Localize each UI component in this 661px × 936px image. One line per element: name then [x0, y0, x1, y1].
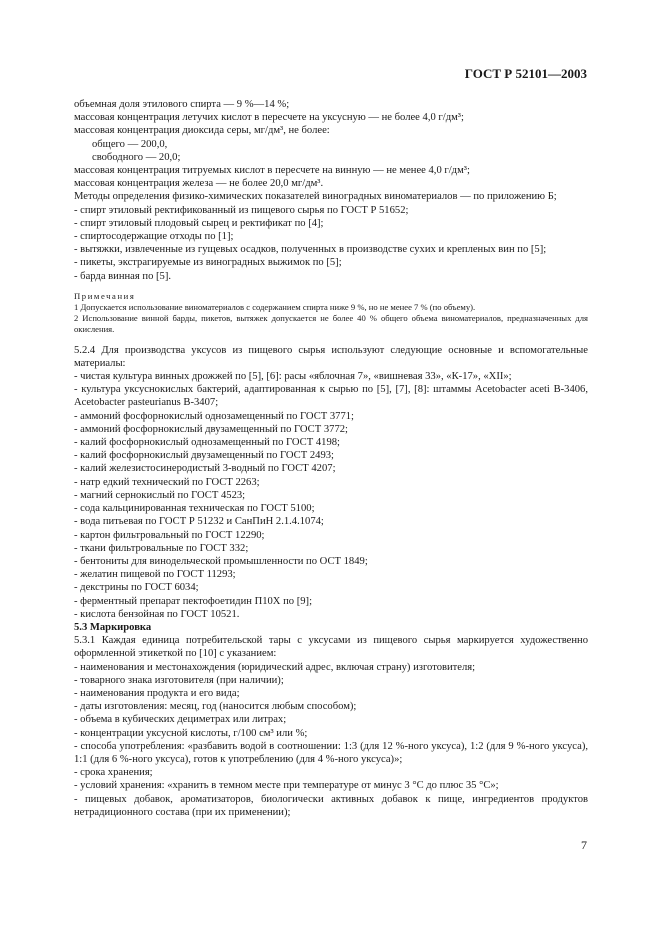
list-item: - спиртосодержащие отходы по [1]; — [74, 231, 234, 243]
list-item: - желатин пищевой по ГОСТ 11293; — [74, 569, 236, 581]
list-item: - наименования продукта и его вида; — [74, 687, 240, 699]
text-line: объемная доля этилового спирта — 9 %—14 %; — [74, 99, 290, 110]
text-line: массовая концентрация диоксида серы, мг/дм³, не более: — [74, 125, 330, 137]
list-item: - спирт этиловый ректификованный из пищевого сырья по ГОСТ Р 51652; — [74, 204, 409, 216]
page-number: 7 — [581, 838, 587, 852]
list-item: - аммоний фосфорнокислый двузамещенный по ГОСТ 3772; — [74, 423, 348, 435]
list-item: - срока хранения; — [74, 767, 153, 779]
note-item: 1 Допускается использование виноматериалов с содержанием спирта ниже 9 %, но не менее 7 % (по объему). — [74, 302, 476, 313]
list-item: - условий хранения: «хранить в темном месте при температуре от минус 3 °С до плюс 35 °С»; — [74, 780, 499, 792]
list-item: - аммоний фосфорнокислый однозамещенный по ГОСТ 3771; — [74, 410, 355, 422]
list-item: - чистая культура винных дрожжей по [5], [6]: расы «яблочная 7», «вишневая 33», «К-17», «XII»; — [74, 371, 512, 383]
text-line: массовая концентрация титруемых кислот в пересчете на винную — не менее 4,0 г/дм³; — [74, 165, 470, 177]
text-line: свободного — 20,0; — [92, 151, 181, 163]
page-content — [74, 98, 588, 819]
notes-block — [74, 291, 588, 336]
list-item: - вода питьевая по ГОСТ Р 51232 и СанПиН 2.1.4.1074; — [74, 516, 324, 528]
list-item: - способа употребления: «разбавить водой в соотношении: 1:3 (для 12 %-ного уксуса), 1:2 (для 9 %-ного уксуса), 1:1 (для 6 %-ного уксуса), готов к употреблению (для 4 %-ного уксуса)»; — [74, 740, 588, 765]
list-item: - бентониты для винодельческой промышленности по ОСТ 1849; — [74, 555, 368, 567]
paragraph: 5.2.4 Для производства уксусов из пищевого сырья используют следующие основные и вспомогательные материалы: — [74, 344, 588, 369]
list-item: - концентрации уксусной кислоты, г/100 см³ или %; — [74, 727, 308, 739]
list-item: - объема в кубических дециметрах или литрах; — [74, 714, 287, 726]
notes-title: Примечания — [74, 290, 136, 301]
note-item: 2 Использование винной барды, пикетов, вытяжек допускается не более 40 % общего объема виноматериалов, предназначенных для окисления. — [74, 313, 588, 335]
list-item: - калий фосфорнокислый однозамещенный по ГОСТ 4198; — [74, 437, 340, 449]
list-item: - барда винная по [5]. — [74, 270, 172, 282]
list-item: - пищевых добавок, ароматизаторов, биологически активных добавок к пище, ингредиентов продуктов нетрадиционного состава (при их применении); — [74, 793, 588, 818]
list-item: - ферментный препарат пектофоетидин П10Х по [9]; — [74, 595, 313, 607]
list-item: - вытяжки, извлеченные из гущевых осадков, полученных в производстве сухих и крепленых вин по [5]; — [74, 244, 547, 256]
text-line: массовая концентрация железа — не более 20,0 мг/дм³. — [74, 178, 324, 190]
list-item: - калий фосфорнокислый двузамещенный по ГОСТ 2493; — [74, 450, 334, 462]
list-item: - натр едкий технический по ГОСТ 2263; — [74, 476, 260, 488]
list-item: - сода кальцинированная техническая по ГОСТ 5100; — [74, 503, 315, 515]
list-item: - наименования и местонахождения (юридический адрес, включая страну) изготовителя; — [74, 661, 476, 673]
list-item: - спирт этиловый плодовый сырец и ректификат по [4]; — [74, 217, 324, 229]
paragraph: 5.3.1 Каждая единица потребительской тары с уксусами из пищевого сырья маркируется художественно оформленной этикеткой по [10] с указанием: — [74, 635, 588, 660]
text-line: массовая концентрация летучих кислот в пересчете на уксусную — не более 4,0 г/дм³; — [74, 112, 464, 124]
list-item: - кислота бензойная по ГОСТ 10521. — [74, 608, 240, 620]
list-item: - пикеты, экстрагируемые из виноградных выжимок по [5]; — [74, 257, 342, 269]
list-item: - калий железистосинеродистый 3-водный по ГОСТ 4207; — [74, 463, 336, 475]
text-line: Методы определения физико-химических показателей виноградных виноматериалов — по приложению Б; — [74, 191, 557, 203]
list-item: - ткани фильтровальные по ГОСТ 332; — [74, 542, 249, 554]
list-item: - декстрины по ГОСТ 6034; — [74, 582, 199, 594]
list-item: - культура уксуснокислых бактерий, адаптированная к сырью по [5], [7], [8]: штаммы Acetobacter aceti B-3406, Acetobacter pasteurianus B-3407; — [74, 384, 588, 409]
list-item: - магний сернокислый по ГОСТ 4523; — [74, 489, 246, 501]
section-title: 5.3 Маркировка — [74, 621, 152, 633]
document-header: ГОСТ Р 52101—2003 — [464, 66, 587, 81]
list-item: - даты изготовления: месяц, год (наносится любым способом); — [74, 701, 357, 713]
list-item: - товарного знака изготовителя (при наличии); — [74, 674, 284, 686]
text-line: общего — 200,0, — [92, 138, 168, 150]
list-item: - картон фильтровальный по ГОСТ 12290; — [74, 529, 265, 541]
